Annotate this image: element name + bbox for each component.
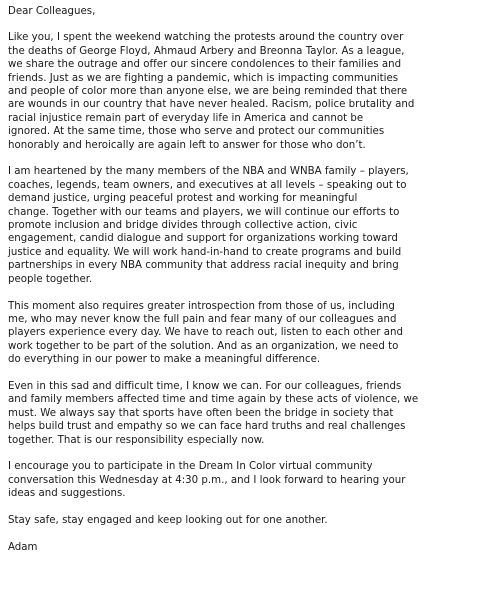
salutation: Dear Colleagues, bbox=[8, 6, 96, 17]
paragraph-protests: Like you, I spent the weekend watching the protests around the country over the deaths of George Floyd, Ahmaud Arbery and Breonna Taylor. As a league, we share the outrage and offer our sincere condolences to their families and friends. Just as we are fighting a pandemic, which is impacting communities and people of color more than anyone else, we are being reminded that there are wounds in our country that have never healed. Racism, police brutality and racial injustice remain part of everyday life in America and cannot be ignored. At the same time, those who serve and protect our communities honorably and heroically are again left to answer for those who don’t. bbox=[8, 32, 415, 151]
paragraph-introspection: This moment also requires greater introspection from those of us, including me, who may never know the full pain and fear many of our colleagues and players experience every day. We have to reach out, listen to each other and work together to be part of the solution. And as an organization, we need to do everything in our power to make a meaningful difference. bbox=[8, 300, 403, 366]
letter-body bbox=[8, 5, 496, 554]
paragraph-difficult-time: Even in this sad and difficult time, I know we can. For our colleagues, friends and family members affected time and time again by these acts of violence, we must. We always say that sports have often been the bridge in society that helps build trust and empathy so we can face hard truths and real challenges together. That is our responsibility especially now. bbox=[8, 380, 419, 446]
paragraph-nba-family: I am heartened by the many members of the NBA and WNBA family – players, coaches, legends, team owners, and executives at all levels – speaking out to demand justice, urging peaceful protest and working for meaningful change. Together with our teams and players, we will continue our efforts to promote inclusion and bridge divides through collective action, civic engagement, candid dialogue and support for organizations working toward justice and equality. We will work hand-in-hand to create programs and build partnerships in every NBA community that address racial inequity and bring people together. bbox=[8, 166, 409, 285]
paragraph-stay-safe: Stay safe, stay engaged and keep looking out for one another. bbox=[8, 514, 328, 526]
paragraph-dream-in-color: I encourage you to participate in the Dream In Color virtual community conversation this Wednesday at 4:30 p.m., and I look forward to hearing your ideas and suggestions. bbox=[8, 461, 406, 500]
signoff-name: Adam bbox=[8, 541, 38, 553]
